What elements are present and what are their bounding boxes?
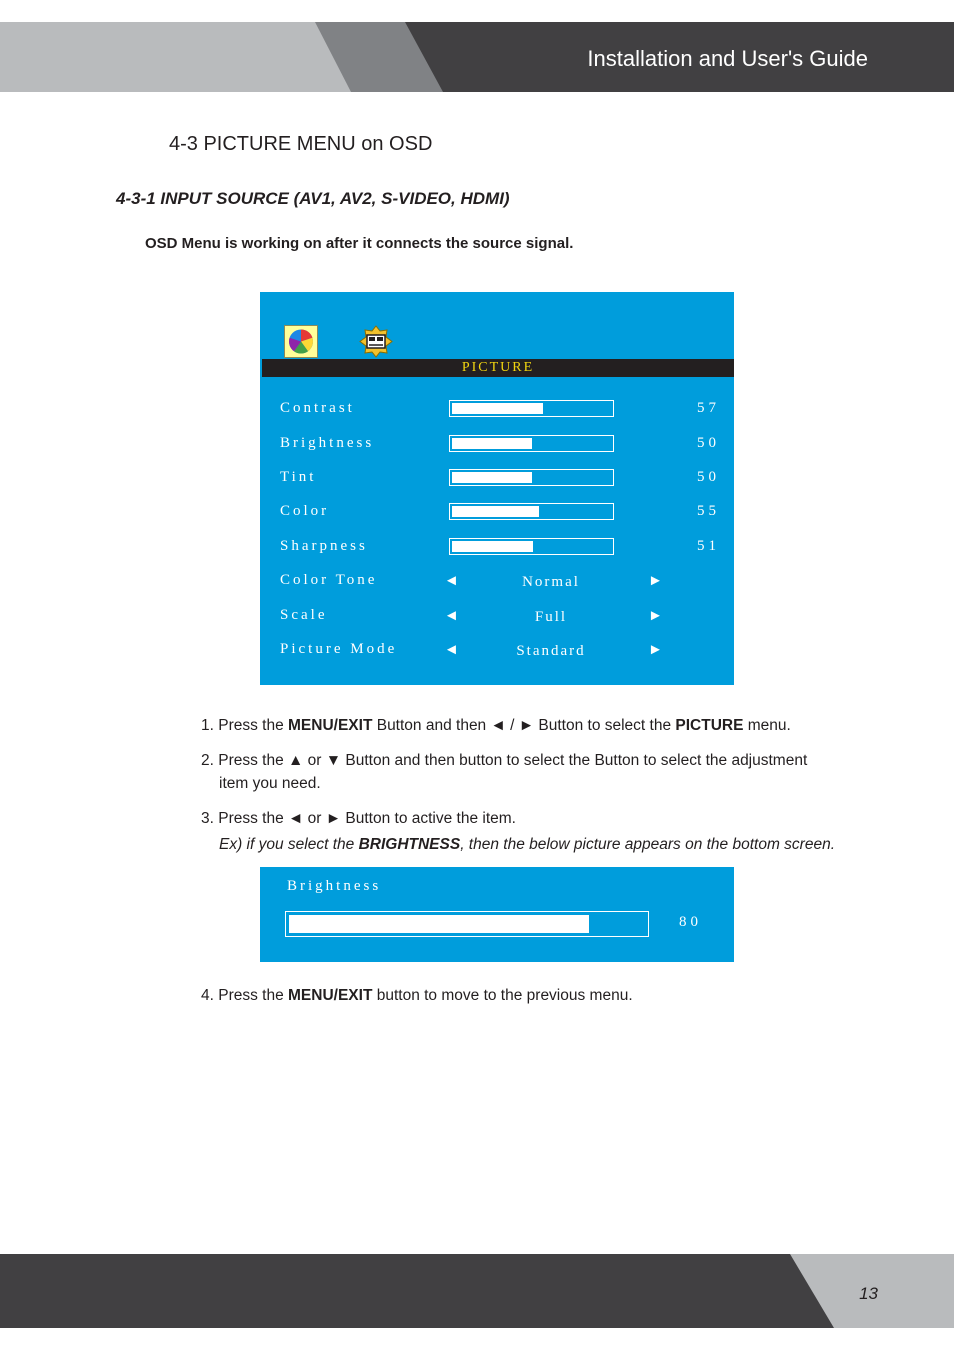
example-bold: BRIGHTNESS	[358, 836, 461, 853]
step-text: 1. Press the	[201, 717, 289, 734]
step-text: 4. Press the	[201, 987, 289, 1004]
arrow-right-icon[interactable]: ►	[648, 572, 663, 589]
selector-label: Picture Mode	[280, 641, 398, 657]
arrow-left-icon[interactable]: ◄	[444, 641, 459, 658]
brightness-popup	[260, 867, 734, 962]
brightness-value: 80	[679, 914, 702, 930]
step-text: Button and then ◄ / ► Button to select the	[372, 717, 676, 734]
slider-label: Brightness	[280, 435, 375, 451]
slider-label: Sharpness	[280, 538, 368, 554]
slider-fill	[452, 472, 532, 483]
osd-slider-row[interactable]	[280, 538, 720, 560]
arrow-left-icon[interactable]: ◄	[444, 572, 459, 589]
brightness-label: Brightness	[287, 878, 382, 894]
slider-track[interactable]	[449, 538, 614, 555]
arrow-right-icon[interactable]: ►	[648, 641, 663, 658]
slider-track[interactable]	[449, 400, 614, 417]
selector-label: Scale	[280, 607, 328, 623]
step-text: 3. Press the ◄ or ► Button to active the item.	[201, 810, 516, 827]
page-number: 13	[859, 1284, 878, 1303]
osd-tab-label: PICTURE	[461, 360, 535, 375]
selector-label: Color Tone	[280, 572, 378, 588]
page-footer	[0, 1254, 954, 1328]
step-1	[201, 714, 841, 737]
step-2	[201, 749, 841, 795]
example-note	[219, 836, 835, 854]
osd-note: OSD Menu is working on after it connects the source signal.	[145, 235, 574, 252]
slider-label: Color	[280, 503, 330, 519]
slider-track[interactable]	[449, 435, 614, 452]
settings-icon[interactable]	[359, 325, 393, 358]
step-bold: PICTURE	[675, 717, 744, 734]
color-wheel-icon[interactable]	[284, 325, 318, 358]
step-4	[201, 984, 841, 1007]
step-text: button to move to the previous menu.	[372, 987, 633, 1004]
slider-track[interactable]	[449, 469, 614, 486]
brightness-fill	[289, 915, 589, 933]
step-text: menu.	[743, 717, 791, 734]
osd-selector-row[interactable]	[280, 641, 720, 663]
osd-slider-row[interactable]	[280, 469, 720, 491]
osd-selector-row[interactable]	[280, 572, 720, 594]
osd-title-bar	[262, 359, 734, 377]
arrow-left-icon[interactable]: ◄	[444, 607, 459, 624]
step-3	[201, 807, 841, 830]
selector-value: Full	[534, 609, 568, 625]
slider-track[interactable]	[449, 503, 614, 520]
slider-fill	[452, 541, 533, 552]
brightness-track[interactable]	[285, 911, 649, 937]
slider-value: 51	[697, 538, 720, 554]
osd-slider-row[interactable]	[280, 503, 720, 525]
guide-title: Installation and User's Guide	[587, 46, 868, 71]
osd-slider-row[interactable]	[280, 400, 720, 422]
step-text: 2. Press the ▲ or ▼ Button and then button to select the Button to select the adjustment	[201, 752, 808, 769]
slider-fill	[452, 438, 532, 449]
selector-value: Normal	[522, 574, 580, 590]
slider-value: 50	[697, 469, 720, 485]
page-header	[0, 22, 954, 92]
slider-fill	[452, 403, 543, 414]
selector-value: Standard	[516, 643, 586, 659]
example-text: Ex) if you select the	[219, 836, 359, 853]
subsection-title: 4-3-1 INPUT SOURCE (AV1, AV2, S-VIDEO, HDMI)	[116, 189, 510, 208]
slider-value: 55	[697, 503, 720, 519]
slider-label: Tint	[280, 469, 317, 485]
example-text: , then the below picture appears on the bottom screen.	[460, 836, 836, 853]
slider-label: Contrast	[280, 400, 355, 416]
arrow-right-icon[interactable]: ►	[648, 607, 663, 624]
osd-slider-row[interactable]	[280, 435, 720, 457]
step-text: item you need.	[219, 775, 321, 792]
slider-fill	[452, 506, 539, 517]
section-title: 4-3 PICTURE MENU on OSD	[169, 133, 433, 155]
slider-value: 57	[697, 400, 720, 416]
step-bold: MENU/EXIT	[288, 987, 373, 1004]
osd-picture-menu	[260, 292, 734, 685]
step-bold: MENU/EXIT	[288, 717, 373, 734]
osd-selector-row[interactable]	[280, 607, 720, 629]
slider-value: 50	[697, 435, 720, 451]
